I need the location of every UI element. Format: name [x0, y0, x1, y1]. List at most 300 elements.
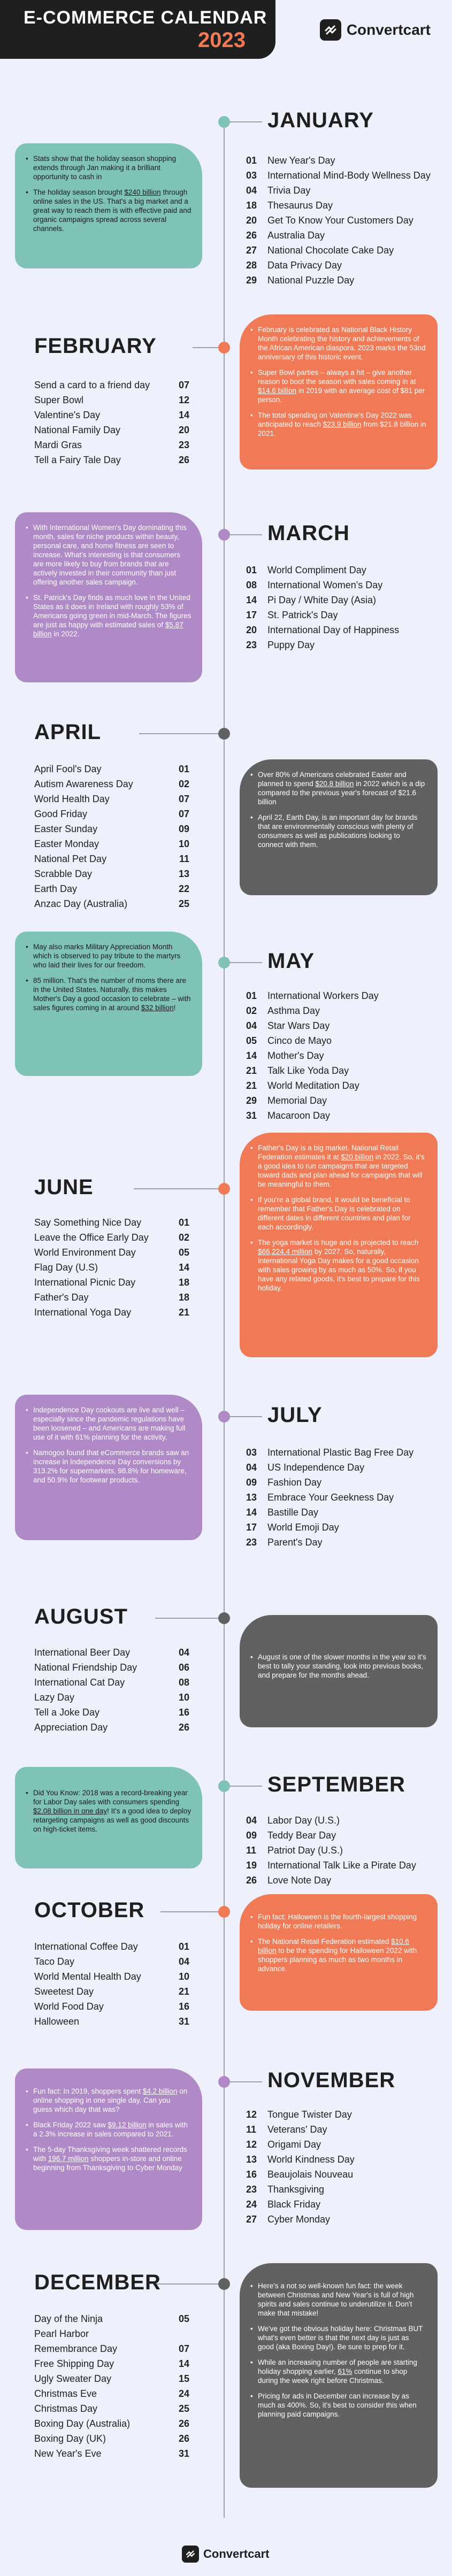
event-item — [246, 622, 444, 637]
event-date: 21 — [178, 1986, 189, 1997]
month-dot — [218, 1411, 230, 1422]
event-date: 01 — [246, 565, 257, 575]
event-date: 08 — [246, 580, 257, 590]
event-name: World Emoji Day — [267, 1522, 339, 1533]
event-item — [246, 168, 444, 183]
event-item — [34, 2326, 189, 2356]
event-date: 15 — [178, 2373, 189, 2384]
fact-item: • Super Bowl parties – always a hit – give another reason to boot the season with sales coming in at $14.6 billion in 2019 with an average cost of $81 per person. — [258, 368, 427, 404]
event-date: 04 — [246, 1020, 257, 1031]
event-item — [34, 881, 189, 896]
event-item — [34, 776, 189, 791]
event-date: 02 — [178, 1232, 189, 1243]
fact-item: • Here's a not so well-known fun fact: the week between Christmas and New Year's is full of high spirits and sales continue to underutilize it. Don't make that mistake! — [258, 2281, 427, 2318]
event-name: World Meditation Day — [267, 1080, 359, 1091]
event-date: 06 — [178, 1662, 189, 1673]
event-item — [34, 393, 189, 407]
event-item — [34, 1260, 189, 1275]
event-name: Send a card to a friend day — [34, 380, 150, 390]
month-connector — [160, 1911, 218, 1912]
event-item — [246, 637, 444, 652]
month-connector — [230, 962, 262, 963]
event-item — [34, 2311, 189, 2326]
month-dot — [218, 957, 230, 968]
event-item — [34, 2386, 189, 2401]
event-item — [34, 1305, 189, 1320]
event-date: 17 — [246, 1522, 257, 1533]
event-date: 14 — [246, 1050, 257, 1061]
event-name: Mother's Day — [267, 1050, 324, 1061]
event-name: International Coffee Day — [34, 1941, 138, 1952]
event-name: Get To Know Your Customers Day — [267, 215, 413, 226]
event-name: Pearl Harbor Remembrance Day — [34, 2328, 118, 2354]
month-connector — [230, 121, 262, 122]
event-date: 03 — [246, 1447, 257, 1458]
event-name: National Family Day — [34, 425, 121, 435]
event-name: Father's Day — [34, 1292, 89, 1303]
event-date: 01 — [246, 155, 257, 166]
event-name: Embrace Your Geekness Day — [267, 1492, 394, 1503]
month-title: MARCH — [267, 521, 350, 545]
month-dot — [218, 1612, 230, 1624]
event-item — [34, 806, 189, 821]
event-date: 29 — [246, 275, 257, 286]
event-name: Mardi Gras — [34, 440, 82, 450]
event-item — [246, 2197, 444, 2212]
event-name: Parent's Day — [267, 1537, 323, 1548]
event-item — [34, 1954, 189, 1969]
event-name: Tell a Joke Day — [34, 1707, 100, 1718]
month-title: JULY — [267, 1403, 323, 1427]
fact-item: • While an increasing number of people are starting holiday shopping earlier, 61% continue to shop during the week right before Christmas. — [258, 2358, 427, 2385]
event-date: 14 — [246, 1507, 257, 1518]
event-name: Autism Awareness Day — [34, 779, 133, 789]
event-date: 05 — [178, 2313, 189, 2324]
event-item — [34, 851, 189, 866]
event-name: Memorial Day — [267, 1095, 327, 1106]
event-name: Say Something Nice Day — [34, 1217, 142, 1228]
fact-item: • August is one of the slower months in the year so it's best to tally your standing, look into previous books, and prepare for the months ahead. — [258, 1652, 427, 1680]
event-item — [246, 243, 444, 258]
event-item — [34, 791, 189, 806]
event-date: 14 — [246, 595, 257, 605]
event-name: April Fool's Day — [34, 764, 102, 774]
event-item — [246, 1475, 444, 1490]
event-name: International Mind-Body Wellness Day — [267, 170, 431, 181]
event-date: 12 — [178, 395, 189, 405]
event-item — [34, 896, 189, 911]
event-name: Star Wars Day — [267, 1020, 330, 1031]
month-dot — [218, 2076, 230, 2088]
event-name: World Compliment Day — [267, 565, 366, 575]
event-date: 31 — [178, 2448, 189, 2459]
fact-item: • Pricing for ads in December can increase by as much as 400%. So, it's best to consider this when planning paid campaigns. — [258, 2392, 427, 2419]
event-date: 26 — [178, 2418, 189, 2429]
event-name: Trivia Day — [267, 185, 311, 196]
event-name: World Kindness Day — [267, 2154, 355, 2165]
month-dot — [218, 342, 230, 353]
event-item — [246, 1490, 444, 1505]
fact-card — [240, 2263, 438, 2488]
event-date: 26 — [246, 1875, 257, 1886]
event-item — [246, 1108, 444, 1123]
event-item — [34, 407, 189, 422]
event-item — [246, 563, 444, 578]
event-date: 21 — [246, 1080, 257, 1091]
event-date: 10 — [178, 1971, 189, 1982]
event-list — [246, 1813, 444, 1888]
event-item — [246, 273, 444, 288]
event-item — [34, 2401, 189, 2416]
event-name: Christmas Day — [34, 2403, 98, 2414]
event-name: Taco Day — [34, 1956, 75, 1967]
event-date: 29 — [246, 1095, 257, 1106]
event-date: 23 — [246, 1537, 257, 1548]
event-name: International Picnic Day — [34, 1277, 136, 1288]
event-date: 20 — [178, 425, 189, 435]
event-date: 24 — [246, 2199, 257, 2210]
event-item — [246, 2107, 444, 2122]
event-item — [246, 2167, 444, 2182]
event-name: Bastille Day — [267, 1507, 319, 1518]
event-name: Christmas Eve — [34, 2388, 97, 2399]
fact-item: • Independence Day cookouts are live and well – especially since the pandemic regulations have been loosened – and Americans are making full use of it with 61% planning for the activity. — [33, 1405, 191, 1442]
event-date: 27 — [246, 245, 257, 256]
event-date: 13 — [178, 868, 189, 879]
event-name: Cinco de Mayo — [267, 1035, 332, 1046]
event-item — [246, 1078, 444, 1093]
event-date: 04 — [178, 1647, 189, 1658]
event-item — [246, 1520, 444, 1535]
event-item — [34, 2416, 189, 2431]
event-date: 02 — [178, 779, 189, 789]
event-date: 05 — [178, 1247, 189, 1258]
event-name: Easter Monday — [34, 839, 99, 849]
event-date: 23 — [178, 440, 189, 450]
event-name: Day of the Ninja — [34, 2313, 103, 2324]
event-date: 08 — [178, 1677, 189, 1688]
event-date: 27 — [246, 2214, 257, 2225]
event-date: 01 — [178, 1217, 189, 1228]
event-name: World Environment Day — [34, 1247, 136, 1258]
event-item — [246, 2122, 444, 2137]
event-item — [246, 213, 444, 228]
event-name: Boxing Day (UK) — [34, 2433, 106, 2444]
title-block — [0, 0, 275, 59]
event-list — [246, 988, 444, 1123]
event-date: 26 — [178, 2433, 189, 2444]
event-name: Easter Sunday — [34, 824, 98, 834]
event-name: Talk Like Yoda Day — [267, 1065, 349, 1076]
fact-card — [15, 143, 202, 268]
fact-item: • Namogoo found that eCommerce brands saw an increase in Independence Day conversions by 313.2% for supermarkets, 98.8% for homeware, and 50.9% for footwear products. — [33, 1448, 191, 1485]
event-list — [246, 563, 444, 652]
event-date: 19 — [246, 1860, 257, 1871]
event-date: 01 — [178, 1941, 189, 1952]
event-item — [246, 1093, 444, 1108]
timeline-line — [224, 122, 225, 2518]
event-item — [34, 1999, 189, 2014]
event-item — [246, 988, 444, 1003]
event-name: Anzac Day (Australia) — [34, 898, 128, 909]
event-item — [34, 1290, 189, 1305]
event-item — [246, 1003, 444, 1018]
event-name: Valentine's Day — [34, 410, 101, 420]
event-date: 07 — [178, 809, 189, 819]
event-date: 04 — [178, 1956, 189, 1967]
event-date: 16 — [178, 1707, 189, 1718]
event-item — [246, 578, 444, 593]
event-item — [246, 2152, 444, 2167]
event-date: 14 — [178, 410, 189, 420]
event-date: 31 — [246, 1110, 257, 1121]
event-item — [34, 762, 189, 776]
event-name: Boxing Day (Australia) — [34, 2418, 131, 2429]
fact-item: • The 5-day Thanksgiving week shattered records with 196.7 million shoppers in-store and online beginning from Thanksgiving to Cyber Monday — [33, 2145, 191, 2172]
event-name: World Mental Health Day — [34, 1971, 141, 1982]
event-name: Fashion Day — [267, 1477, 322, 1488]
convertcart-logo-icon — [182, 2546, 199, 2563]
fact-item: • The yoga market is huge and is projected to reach $66,224.4 million by 2027. So, naturally, International Yoga Day makes for a good occasion with sales growing by as much as 50%. So, if you have any related goods, it's best to prepare for this holiday. — [258, 1238, 427, 1293]
event-date: 07 — [178, 380, 189, 390]
month-dot — [218, 728, 230, 740]
month-title: JANUARY — [267, 109, 374, 132]
month-title: AUGUST — [34, 1605, 128, 1628]
event-date: 12 — [246, 2109, 257, 2120]
event-list — [34, 1939, 189, 2029]
event-list — [246, 2107, 444, 2227]
fact-item: • The National Retail Federation estimated $10.6 billion to be the spending for Halloween 2022 with shoppers planning as much as two months in advance. — [258, 1937, 427, 1973]
event-name: National Pet Day — [34, 853, 107, 864]
event-name: Halloween — [34, 2016, 80, 2027]
fact-item: • Over 80% of Americans celebrated Easter and planned to spend $20.8 billion in 2022 which is a dip compared to the previous year's forecast of $21.6 billion — [258, 770, 427, 806]
event-item — [246, 1813, 444, 1828]
event-date: 01 — [178, 764, 189, 774]
event-name: Puppy Day — [267, 640, 315, 650]
event-list — [34, 2311, 189, 2461]
event-item — [34, 1984, 189, 1999]
event-date: 12 — [246, 2139, 257, 2150]
event-date: 03 — [246, 170, 257, 181]
event-date: 18 — [246, 200, 257, 211]
brand-name: Convertcart — [346, 21, 431, 38]
event-name: Earth Day — [34, 883, 78, 894]
event-name: Scrabble Day — [34, 868, 93, 879]
event-name: Beaujolais Nouveau — [267, 2169, 354, 2180]
fact-card — [240, 1615, 438, 1727]
page-year: 2023 — [198, 28, 246, 52]
event-name: New Year's Eve — [34, 2448, 102, 2459]
month-title: NOVEMBER — [267, 2069, 396, 2092]
event-name: International Plastic Bag Free Day — [267, 1447, 414, 1458]
month-title: DECEMBER — [34, 2271, 161, 2294]
event-date: 09 — [246, 1477, 257, 1488]
event-date: 26 — [178, 1722, 189, 1733]
month-title: OCTOBER — [34, 1898, 145, 1922]
event-date: 28 — [246, 260, 257, 271]
month-title: JUNE — [34, 1175, 94, 1199]
month-connector — [230, 1786, 262, 1787]
month-title: MAY — [267, 949, 315, 973]
event-item — [34, 1690, 189, 1705]
event-name: Cyber Monday — [267, 2214, 331, 2225]
event-name: Tongue Twister Day — [267, 2109, 352, 2120]
event-item — [246, 1445, 444, 1460]
event-item — [34, 1215, 189, 1230]
event-date: 25 — [178, 2403, 189, 2414]
event-item — [34, 836, 189, 851]
month-connector — [134, 1188, 218, 1189]
event-name: International Day of Happiness — [267, 625, 400, 635]
event-name: International Cat Day — [34, 1677, 125, 1688]
event-list — [246, 153, 444, 288]
footer-brand — [182, 2546, 269, 2563]
event-item — [246, 1018, 444, 1033]
event-date: 01 — [246, 990, 257, 1001]
event-name: St. Patrick's Day — [267, 610, 338, 620]
event-item — [34, 378, 189, 393]
event-list — [246, 1445, 444, 1550]
event-item — [246, 1535, 444, 1550]
convertcart-logo-icon — [320, 19, 341, 41]
month-dot — [218, 2278, 230, 2290]
fact-card — [15, 512, 202, 682]
event-item — [246, 1460, 444, 1475]
fact-card — [240, 759, 438, 895]
event-date: 10 — [178, 1692, 189, 1703]
event-item — [246, 608, 444, 622]
event-date: 11 — [246, 2124, 257, 2135]
event-date: 26 — [246, 230, 257, 241]
event-item — [34, 1720, 189, 1735]
event-item — [34, 821, 189, 836]
month-connector — [155, 2283, 218, 2285]
event-item — [34, 1275, 189, 1290]
event-item — [34, 2356, 189, 2371]
event-date: 07 — [178, 2343, 189, 2354]
fact-item: • St. Patrick's Day finds as much love in the United States as it does in Ireland with roughly 53% of Americans going green in mid-March. The figures are just as happy with estimated sales of $5.87 billion in 2022. — [33, 593, 191, 639]
event-date: 09 — [178, 824, 189, 834]
fact-card — [15, 2069, 202, 2230]
event-name: National Friendship Day — [34, 1662, 137, 1673]
event-item — [34, 1245, 189, 1260]
event-item — [246, 1858, 444, 1873]
fact-card — [240, 314, 438, 470]
event-name: Good Friday — [34, 809, 88, 819]
fact-item: • The total spending on Valentine's Day 2022 was anticipated to reach $23.9 billion from $21.8 billion in 2021. — [258, 411, 427, 438]
event-item — [246, 1033, 444, 1048]
fact-item: • Did You Know: 2018 was a record-breaking year for Labor Day sales with consumers spending $2.08 billion in one day! It's a good idea to deploy retargeting campaigns as well as good discounts on high-ticket items. — [33, 1788, 191, 1834]
event-list — [34, 378, 189, 467]
event-item — [34, 2371, 189, 2386]
fact-item: • April 22, Earth Day, is an important day for brands that are environmentally conscious with plenty of consumers as well as publications looking to connect with them. — [258, 813, 427, 849]
event-name: Free Shipping Day — [34, 2358, 114, 2369]
event-item — [246, 198, 444, 213]
event-name: National Puzzle Day — [267, 275, 355, 286]
event-date: 16 — [246, 2169, 257, 2180]
event-item — [246, 183, 444, 198]
month-dot — [218, 1906, 230, 1918]
event-item — [34, 1939, 189, 1954]
event-date: 13 — [246, 1492, 257, 1503]
fact-item: • Black Friday 2022 saw $9.12 billion in sales with a 2.3% increase in sales compared to 2021. — [33, 2120, 191, 2139]
fact-item: • Fun fact: In 2019, shoppers spent $4.2 billion on online shopping in one single day. Can you guess which day that was? — [33, 2087, 191, 2114]
event-date: 11 — [246, 1845, 257, 1856]
event-name: Thesaurus Day — [267, 200, 333, 211]
footer-brand-name: Convertcart — [203, 2547, 270, 2560]
event-date: 20 — [246, 215, 257, 226]
event-name: Tell a Fairy Tale Day — [34, 455, 121, 465]
event-date: 04 — [246, 1462, 257, 1473]
event-item — [246, 1063, 444, 1078]
event-date: 23 — [246, 2184, 257, 2195]
event-name: Leave the Office Early Day — [34, 1232, 149, 1243]
event-item — [246, 228, 444, 243]
event-item — [246, 593, 444, 608]
event-name: Asthma Day — [267, 1005, 320, 1016]
event-name: Appreciation Day — [34, 1722, 108, 1733]
month-connector — [193, 347, 218, 348]
fact-card — [15, 1767, 202, 1868]
month-connector — [230, 534, 262, 535]
fact-item: • Fun fact: Halloween is the fourth-largest shopping holiday for online retailers. — [258, 1912, 427, 1931]
event-name: Super Bowl — [34, 395, 84, 405]
event-date: 04 — [246, 185, 257, 196]
month-connector — [155, 1618, 218, 1619]
event-name: Origami Day — [267, 2139, 321, 2150]
event-list — [34, 762, 189, 911]
event-date: 21 — [178, 1307, 189, 1318]
event-name: International Beer Day — [34, 1647, 131, 1658]
event-item — [246, 1843, 444, 1858]
event-name: National Chocolate Cake Day — [267, 245, 394, 256]
event-name: Veterans' Day — [267, 2124, 327, 2135]
event-name: Black Friday — [267, 2199, 321, 2210]
event-name: International Yoga Day — [34, 1307, 132, 1318]
fact-card — [15, 1395, 202, 1540]
event-item — [246, 2182, 444, 2197]
month-title: SEPTEMBER — [267, 1773, 405, 1796]
fact-item: • The holiday season brought $240 billion through online sales in the US. That's a big market and a great way to reach them is with effective paid and organic campaigns spread across several channels. — [33, 188, 191, 233]
event-name: Lazy Day — [34, 1692, 75, 1703]
event-name: International Workers Day — [267, 990, 379, 1001]
event-item — [246, 153, 444, 168]
brand — [320, 19, 431, 41]
event-name: World Health Day — [34, 794, 110, 804]
event-item — [34, 2014, 189, 2029]
event-date: 17 — [246, 610, 257, 620]
month-dot — [218, 1780, 230, 1792]
event-date: 20 — [246, 625, 257, 635]
fact-item: • We've got the obvious holiday here: Christmas BUT what's even better is that the next day is just as good (aka Boxing Day!). Be sure to prep for it. — [258, 2324, 427, 2351]
fact-card — [15, 932, 202, 1076]
event-item — [246, 1048, 444, 1063]
event-item — [246, 258, 444, 273]
event-date: 18 — [178, 1277, 189, 1288]
month-connector — [139, 733, 218, 734]
event-item — [34, 1705, 189, 1720]
event-date: 26 — [178, 455, 189, 465]
event-name: Macaroon Day — [267, 1110, 331, 1121]
month-dot — [218, 529, 230, 541]
event-item — [34, 437, 189, 452]
event-name: World Food Day — [34, 2001, 104, 2012]
event-name: Ugly Sweater Day — [34, 2373, 112, 2384]
event-name: Australia Day — [267, 230, 325, 241]
event-name: International Talk Like a Pirate Day — [267, 1860, 416, 1871]
event-date: 23 — [246, 640, 257, 650]
event-name: Teddy Bear Day — [267, 1830, 336, 1841]
